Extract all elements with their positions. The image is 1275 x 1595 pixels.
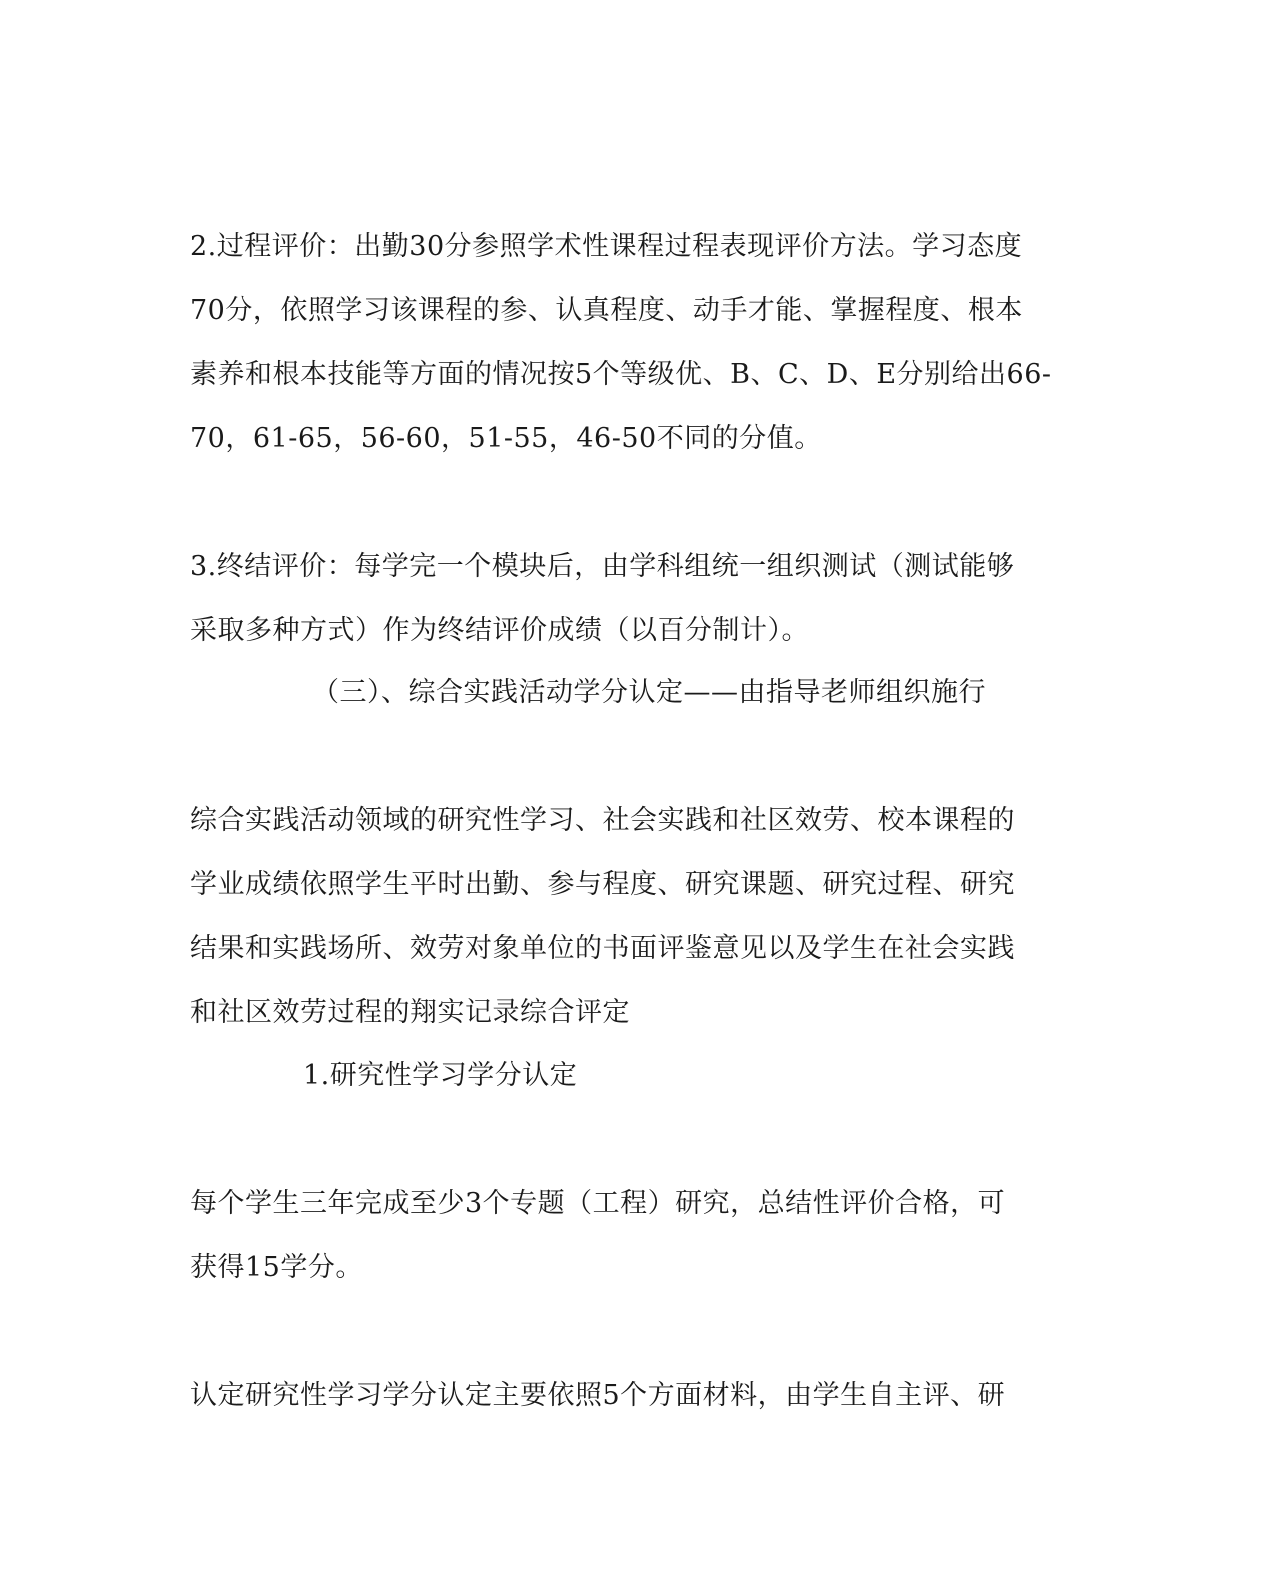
- section-heading: （三）、综合实践活动学分认定——由指导老师组织施行: [312, 677, 986, 708]
- text-line: 结果和实践场所、效劳对象单位的书面评鉴意见以及学生在社会实践: [190, 933, 1015, 964]
- text-line: 3.终结评价：每学完一个模块后，由学科组统一组织测试（测试能够: [190, 551, 1015, 582]
- text-line: 70分，依照学习该课程的参、认真程度、动手才能、掌握程度、根本: [190, 295, 1023, 326]
- subsection-heading: 1.研究性学习学分认定: [303, 1060, 578, 1091]
- text-line: 学业成绩依照学生平时出勤、参与程度、研究课题、研究过程、研究: [190, 869, 1015, 900]
- text-line: 获得15学分。: [190, 1252, 363, 1283]
- text-line: 和社区效劳过程的翔实记录综合评定: [190, 997, 630, 1028]
- text-line: 综合实践活动领域的研究性学习、社会实践和社区效劳、校本课程的: [190, 805, 1015, 836]
- text-line: 每个学生三年完成至少3个专题（工程）研究，总结性评价合格，可: [190, 1188, 1006, 1219]
- text-line: 70，61-65，56-60，51-55，46-50不同的分值。: [190, 423, 822, 454]
- text-line: 认定研究性学习学分认定主要依照5个方面材料，由学生自主评、研: [190, 1380, 1006, 1411]
- text-line: 采取多种方式）作为终结评价成绩（以百分制计）。: [190, 615, 809, 646]
- text-line: 2.过程评价：出勤30分参照学术性课程过程表现评价方法。学习态度: [190, 231, 1023, 262]
- text-line: 素养和根本技能等方面的情况按5个等级优、B、C、D、E分别给出66-: [190, 359, 1052, 390]
